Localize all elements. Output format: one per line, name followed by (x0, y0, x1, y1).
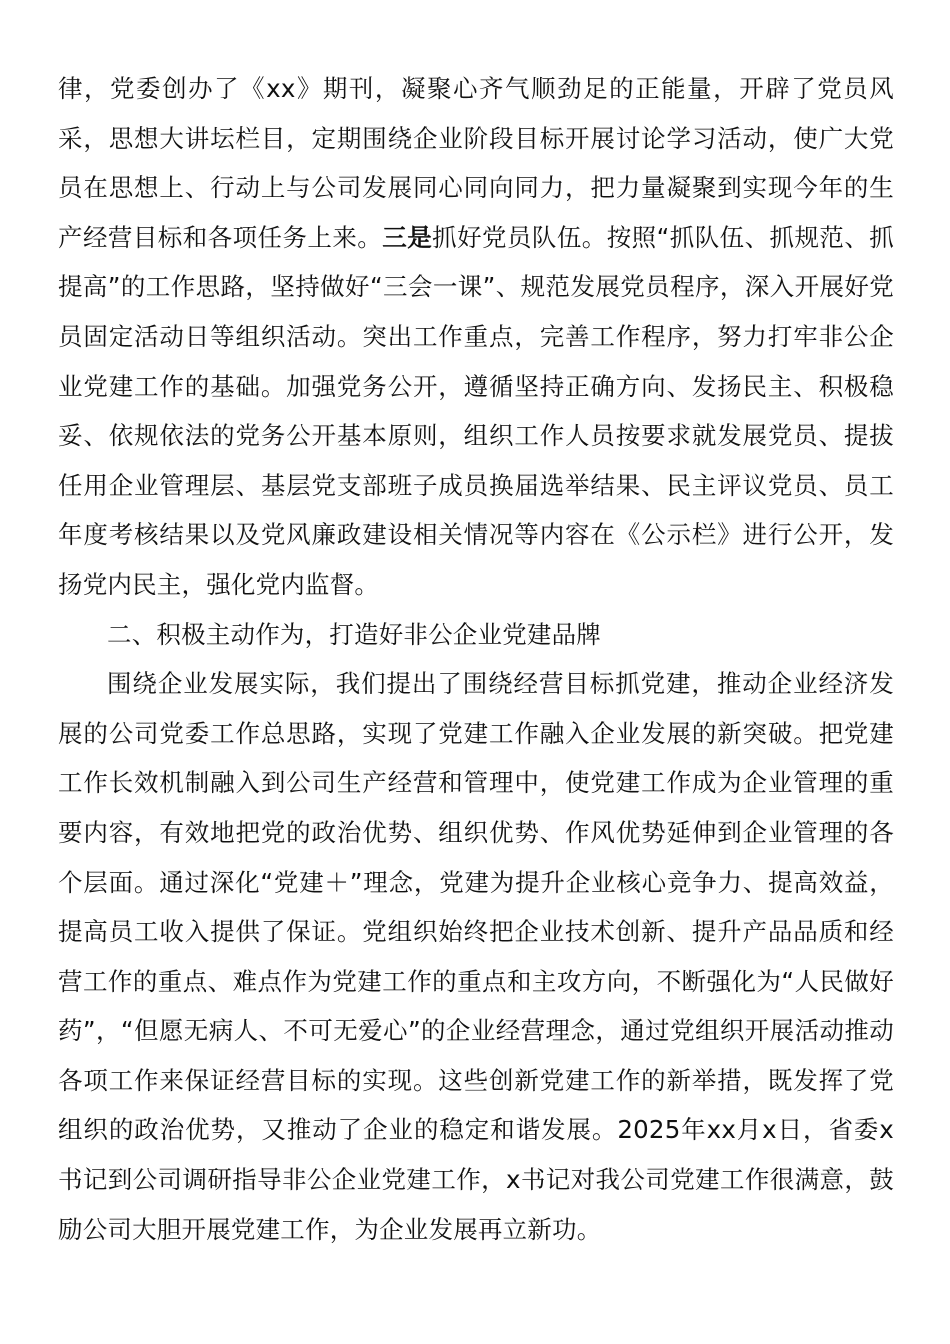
paragraph-text: 抓好党员队伍。按照“抓队伍、抓规范、抓提高”的工作思路，坚持做好“三会一课”、规范发展党员程序，深入开展好党员固定活动日等组织活动。突出工作重点，完善工作程序，努力打牢非公企业党建工作的基础。加强党务公开，遵循坚持正确方向、发扬民主、积极稳妥、依规依法的党务公开基本原则，组织工作人员按要求就发展党员、提拔任用企业管理层、基层党支部班子成员换届选举结果、民主评议党员、员工年度考核结果以及党风廉政建设相关情况等内容在《公示栏》进行公开，发扬党内民主，强化党内监督。 (58, 222, 894, 599)
body-paragraph-continued (58, 64, 894, 610)
body-paragraph: 围绕企业发展实际，我们提出了围绕经营目标抓党建，推动企业经济发展的公司党委工作总思路，实现了党建工作融入企业发展的新突破。把党建工作长效机制融入到公司生产经营和管理中，使党建工作成为企业管理的重要内容，有效地把党的政治优势、组织优势、作风优势延伸到企业管理的各个层面。通过深化“党建＋”理念，党建为提升企业核心竞争力、提高效益，提高员工收入提供了保证。党组织始终把企业技术创新、提升产品品质和经营工作的重点、难点作为党建工作的重点和主攻方向，不断强化为“人民做好药”，“但愿无病人、不可无爱心”的企业经营理念，通过党组织开展活动推动各项工作来保证经营目标的实现。这些创新党建工作的新举措，既发挥了党组织的政治优势，又推动了企业的稳定和谐发展。2025年xx月x日，省委x书记到公司调研指导非公企业党建工作，x书记对我公司党建工作很满意，鼓励公司大胆开展党建工作，为企业发展再立新功。 (58, 669, 894, 1244)
document-page (58, 64, 894, 1254)
emphasis-lead: 三是 (382, 222, 433, 252)
paragraph-text: 律，党委创办了《xx》期刊，凝聚心齐气顺劲足的正能量，开辟了党员风采，思想大讲坛栏目，定期围绕企业阶段目标开展讨论学习活动，使广大党员在思想上、行动上与公司发展同心同向同力，把力量凝聚到实现今年的生产经营目标和各项任务上来。 (58, 74, 894, 252)
section-heading: 二、积极主动作为，打造好非公企业党建品牌 (107, 619, 601, 649)
